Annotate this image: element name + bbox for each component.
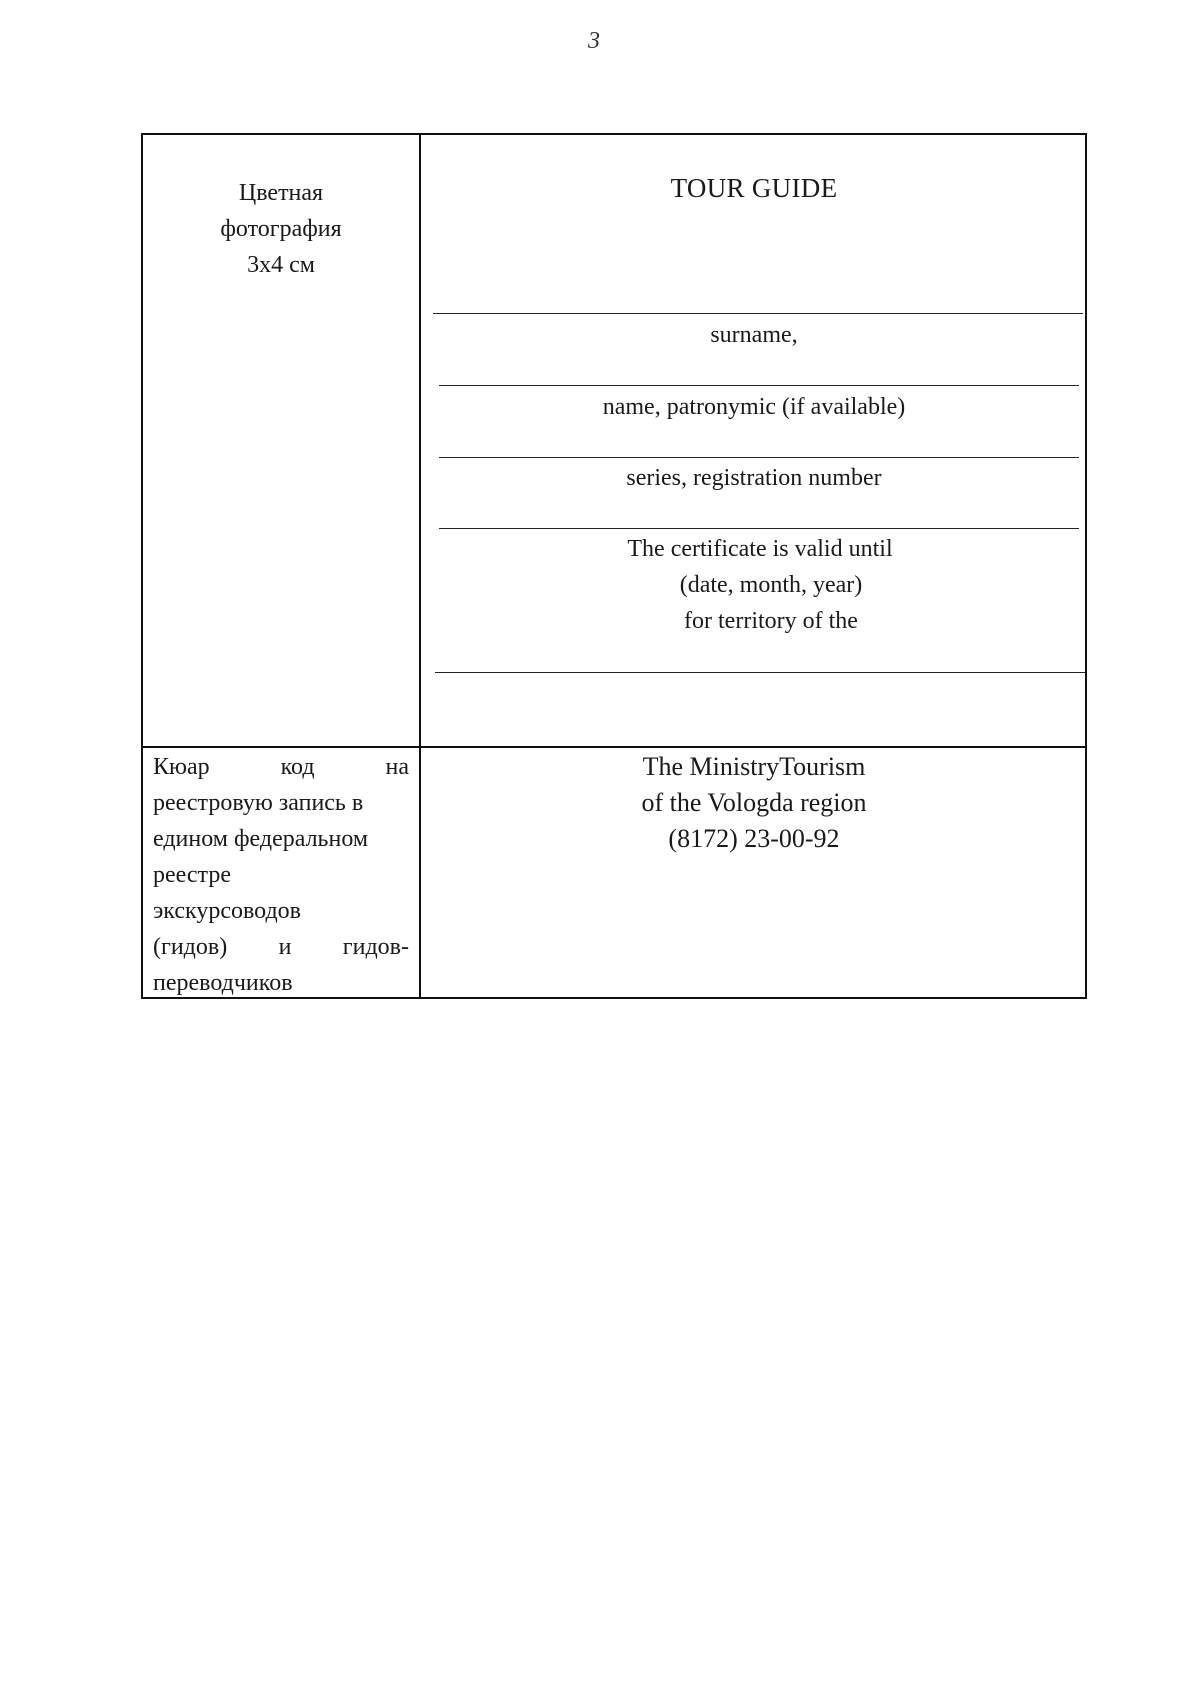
validity-line <box>439 528 1079 529</box>
qr-note-word: гидов- <box>342 934 409 960</box>
qr-note-word: Кюар <box>153 754 210 780</box>
validity-label-line: (date, month, year) <box>679 572 863 598</box>
issuer-line: of the Vologda region <box>641 788 867 817</box>
certificate-title: TOUR GUIDE <box>670 173 838 203</box>
qr-note-line <box>153 749 409 785</box>
photo-label-line: 3x4 см <box>247 252 315 278</box>
tour-guide-certificate <box>141 133 1087 999</box>
registration-label: series, registration number <box>626 465 882 491</box>
validity-label <box>427 531 1093 639</box>
qr-note-line: реестре <box>153 862 231 888</box>
qr-note-word: на <box>385 754 409 780</box>
validity-label-line: The certificate is valid until <box>627 536 893 562</box>
name-line <box>439 385 1079 386</box>
qr-note-line: переводчиков <box>153 970 293 996</box>
surname-label: surname, <box>710 322 798 348</box>
photo-placeholder-label <box>143 175 419 283</box>
registration-line <box>439 457 1079 458</box>
surname-line <box>433 313 1083 314</box>
row-divider <box>143 746 1085 748</box>
name-label: name, patronymic (if available) <box>602 394 906 420</box>
photo-label-line: фотография <box>220 216 342 242</box>
issuer-line: The MinistryTourism <box>642 752 866 781</box>
photo-label-line: Цветная <box>238 180 324 206</box>
qr-note-line: едином федеральном <box>153 826 369 852</box>
qr-note-word: код <box>280 754 315 780</box>
qr-note-line: реестровую запись в <box>153 790 364 816</box>
issuer-phone: (8172) 23-00-92 <box>668 824 840 853</box>
certificate-details <box>421 135 1087 746</box>
qr-note-word: и <box>278 934 292 960</box>
qr-code-note <box>153 749 409 1001</box>
territory-line <box>435 672 1085 673</box>
qr-note-line <box>153 929 409 965</box>
qr-note-word: (гидов) <box>153 934 228 960</box>
page-number: 3 <box>588 28 600 54</box>
validity-label-line: for territory of the <box>684 608 858 634</box>
issuer-info <box>421 749 1087 857</box>
qr-note-line: экскурсоводов <box>153 898 302 924</box>
